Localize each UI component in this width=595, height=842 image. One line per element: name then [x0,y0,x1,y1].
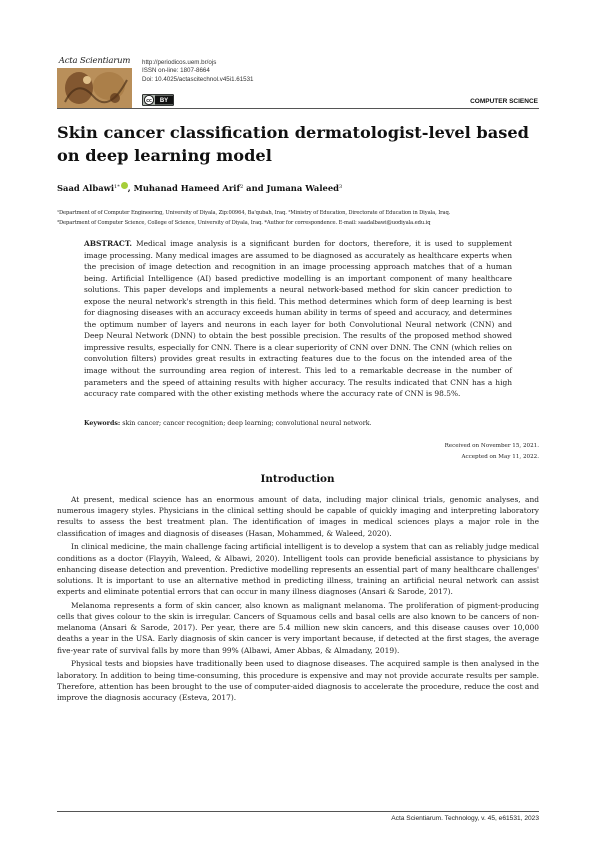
affiliations [57,209,542,228]
received-date: Received on November 15, 2021. [444,443,539,449]
svg-text:cc: cc [146,98,152,104]
journal-url-link[interactable]: http://periodicos.uem.br/ojs [142,59,217,66]
journal-logo [57,56,132,109]
abstract-text: Medical image analysis is a significant burden for doctors, therefore, it is used to supplement image processing. Many medical images are assumed to be diagnosed as accurately as healthcare experts when the precision of image detection and recognition in an image processing approach matches that of a human being. Artificial Intelligence (AI) based predictive modelling is an important component of many healthcare solutions. This paper develops and implements a neural network-based method for skin cancer prediction to expose the neural network's strength in this field. This method determines which form of deep learning is best for diagnosing diseases with an accuracy exceeds human ability in terms of speed and accuracy, and determines the optimum number of layers and neurons in each layer for both Convolutional Neural network (CNN) and Deep Neural Network (DNN) to obtain the best possible precision. The results of the proposed method showed impressive results, especially for CNN. There is a clear superiority of CNN over DNN. The CNN (which relies on convolution filters) provides great results in extracting features due to the focus on the intended area of the image without the surrounding area region of interest. This led to a remarkable decrease in the number of parameters and the speed of attaining results with higher accuracy. The results indicated that CNN has a high accuracy rate compared with the other existing methods where the accuracy rate of CNN is 98.5%. [84,239,512,399]
header-rule [57,108,539,109]
author-name: Muhanad Hameed Arif [133,183,241,193]
page-footer: Acta Scientiarum. Technology, v. 45, e61531, 2023 [391,815,539,822]
body-paragraph: In clinical medicine, the main challenge facing artificial intelligent is to develop a system that can as reliably judge medical conditions as a doctor (Flayyih, Waleed, & Albawi, 2020). Intelligent tools can provide beneficial assistance to physicians by enhancing disease detection and prevention. Predictive modelling represents an essential part of many healthcare challenges' solutions. It is important to use an alternative method in predicting illness, training an artificial neural network can assist experts and eliminate potential errors that can occur in many illness diagnoses (Ansari & Sarode, 2017). [57,542,539,597]
keywords-label: Keywords: [84,420,121,427]
author-name: Saad Albawi [57,183,115,193]
keywords [84,420,524,427]
accepted-date: Accepted on May 11, 2022. [461,453,539,460]
article-doi-link[interactable]: Doi: 10.4025/actascitechnol.v45i1.61531 [142,75,254,83]
footer-rule [57,811,539,812]
affiliation-line: ¹Department of of Computer Engineering, University of Diyala, Zip:00964, Ba'qubah, Iraq. ²Ministry of Education, Directorate of Education in Diyala, Iraq. [57,210,451,216]
introduction-body [57,494,539,706]
author-sup: 3 [339,184,343,190]
journal-logo-art-icon [57,68,132,108]
orcid-icon[interactable] [121,182,128,189]
introduction-heading: Introduction [260,473,335,485]
journal-meta [142,59,253,84]
author-and: and [246,183,264,193]
body-paragraph: Melanoma represents a form of skin cancer, also known as malignant melanoma. The proliferation of pigment-producing cells that gives colour to the skin is irregular. Cancers of Squamous cells and basal cells are also known to be cancers of non-melanoma (Ansari & Sarode, 2017). Per year, there are 5.4 million new skin cancers, and this disease causes over 10,000 deaths a year in the USA. Early diagnosis of skin cancer is very important because, if detected at the first stages, the average five-year rate of survival falls by more than 99% (Albawi, Amer Abbas, & Almadany, 2019). [57,600,539,655]
cc-license-badge-icon[interactable] [142,94,174,106]
svg-text:BY: BY [159,98,169,105]
author-sup: 2 [240,184,244,190]
journal-issn: ISSN on-line: 1807-8664 [142,67,210,75]
body-paragraph: At present, medical science has an enormous amount of data, including major clinical trials, genomic analyses, and numerous imagery styles. Physicians in the clinical setting should be capable of quickly imaging and interpreting laboratory results to assess the best treatment plan. The identification of images in medical sciences plays a major role in the classification of images and diagnosis of diseases (Hasan, Mohammed, & Waleed, 2020). [57,495,539,538]
author-line [57,182,342,193]
author-sup: 1* [114,184,120,190]
affiliation-line: ³Department of Computer Science, College of Science, University of Diyala, Iraq. *Author for correspondence. E-mail: saadalbawi@uodiyala.edu.iq [57,219,431,226]
abstract-label: ABSTRACT. [84,239,132,248]
body-paragraph: Physical tests and biopsies have traditionally been used to diagnose diseases. The acquired sample is then analysed in the laboratory. In addition to being time-consuming, this procedure is expensive and may not provide accurate results per sample. Therefore, attention has been brought to the use of computer-aided diagnosis to accelerate the procedure, reduce the cost and improve the diagnosis accuracy (Esteva, 2017). [57,659,539,702]
article-dates [445,441,539,462]
author-separator: , [127,183,134,193]
article-title: Skin cancer classification dermatologist-level based on deep learning model [57,123,529,165]
abstract [84,238,512,400]
section-label: COMPUTER SCIENCE [470,98,538,105]
keywords-text: skin cancer; cancer recognition; deep learning; convolutional neural network. [122,420,372,427]
author-name: Jumana Waleed [266,183,340,193]
journal-logo-text: Acta Scientiarum [58,56,131,66]
